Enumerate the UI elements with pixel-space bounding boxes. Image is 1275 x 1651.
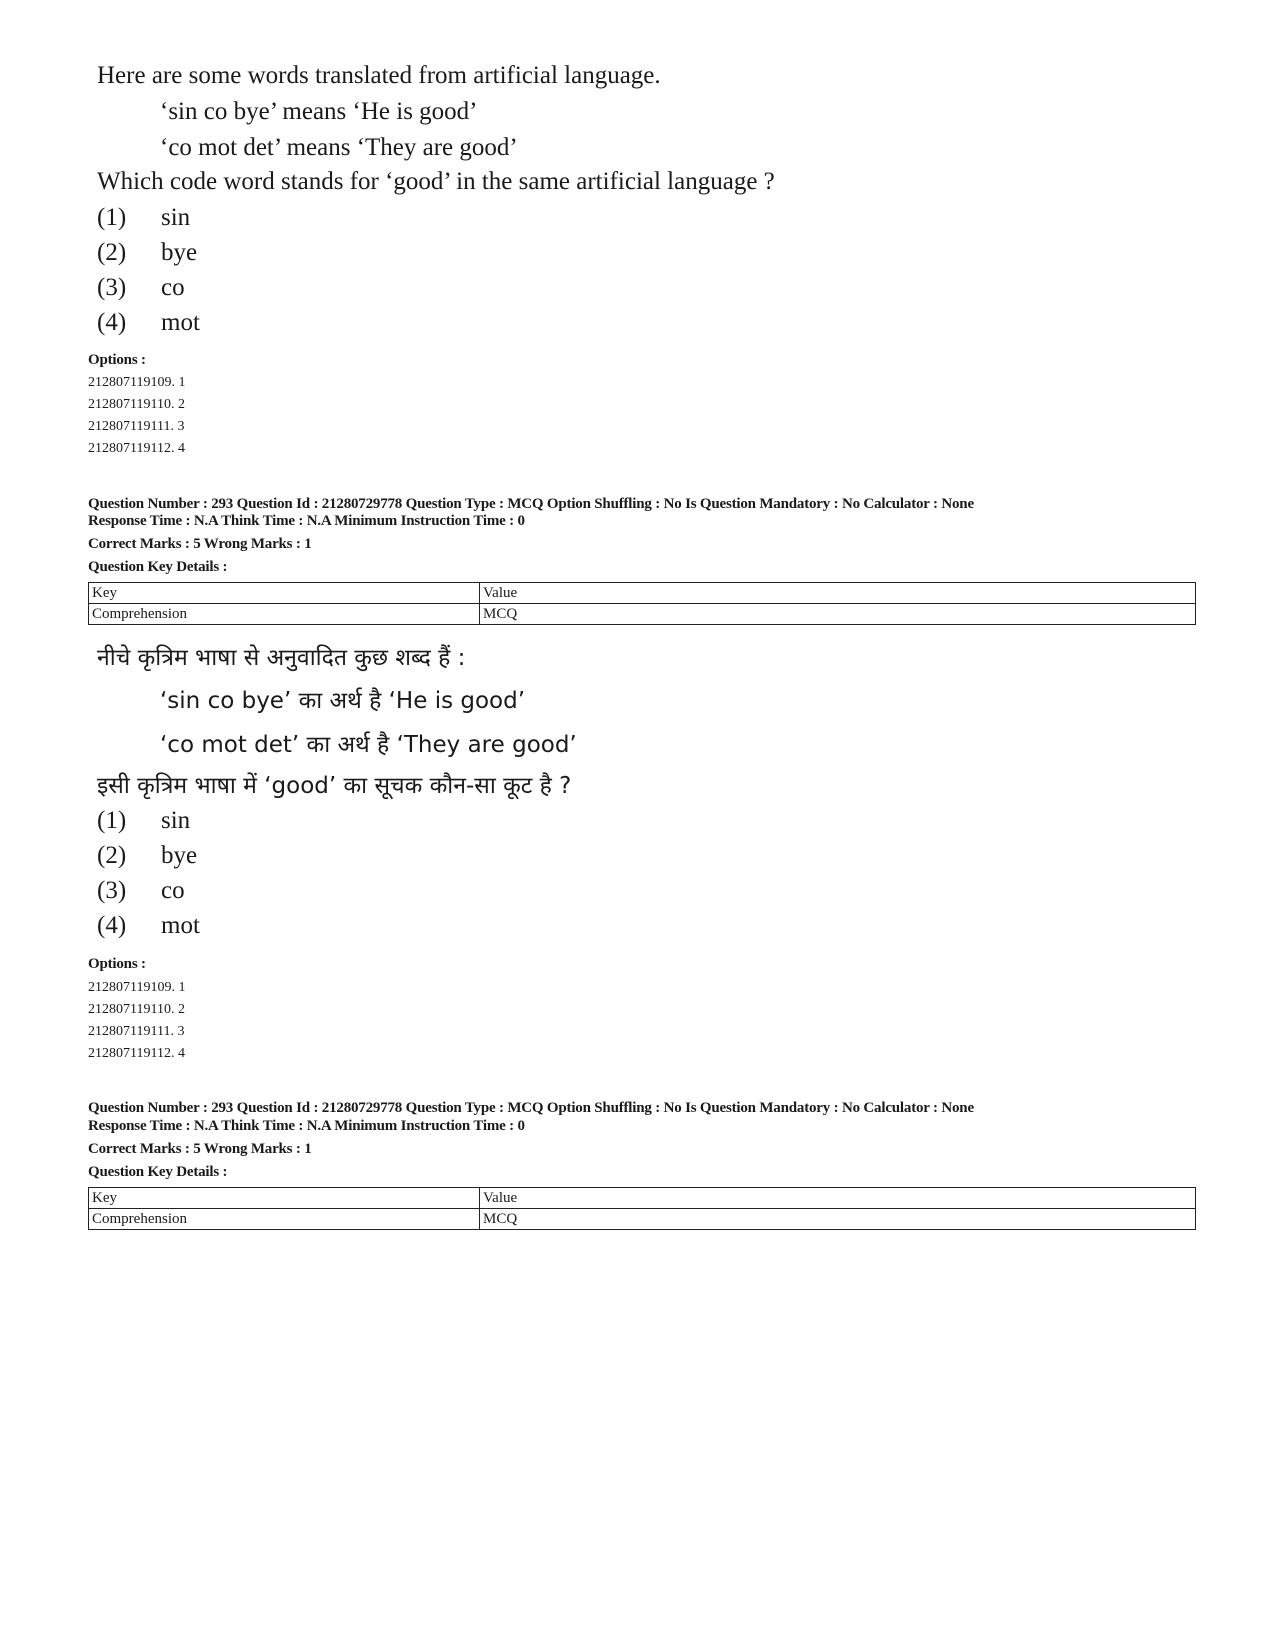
question-prompt: Which code word stands for ‘good’ in the same artificial language ? (97, 168, 775, 195)
meta-line-1: Question Number : 293 Question Id : 21280729778 Question Type : MCQ Option Shuffling : No Is Question Mandatory : No Calculator : None (88, 496, 974, 512)
option-code: 212807119110. 2 (88, 397, 185, 412)
option-number: (1) (97, 807, 127, 834)
option-code: 212807119109. 1 (88, 980, 186, 995)
table-header-row (89, 583, 1196, 604)
meta-line-2: Response Time : N.A Think Time : N.A Minimum Instruction Time : 0 (88, 1118, 525, 1134)
marks-line: Correct Marks : 5 Wrong Marks : 1 (88, 536, 312, 552)
option-code: 212807119109. 1 (88, 375, 186, 390)
option-text: co (161, 877, 185, 904)
table-header-value: Value (480, 1188, 1196, 1209)
option-text: bye (161, 239, 198, 266)
key-value-table (88, 582, 1196, 625)
question-example-1: ‘sin co bye’ का अर्थ है ‘He is good’ (160, 688, 526, 714)
table-header-key: Key (89, 583, 480, 604)
table-header-row (89, 1188, 1196, 1209)
table-header-key: Key (89, 1188, 480, 1209)
meta-line-1: Question Number : 293 Question Id : 21280729778 Question Type : MCQ Option Shuffling : No Is Question Mandatory : No Calculator : None (88, 1100, 974, 1116)
option-number: (4) (97, 912, 127, 939)
question-example-2: ‘co mot det’ का अर्थ है ‘They are good’ (160, 732, 577, 758)
key-details-label: Question Key Details : (88, 559, 228, 575)
key-details-label: Question Key Details : (88, 1164, 228, 1180)
option-2 (97, 239, 197, 267)
table-row (89, 1209, 1196, 1230)
option-number: (4) (97, 309, 127, 336)
option-number: (2) (97, 842, 127, 869)
option-text: mot (161, 309, 200, 336)
meta-line-2: Response Time : N.A Think Time : N.A Minimum Instruction Time : 0 (88, 513, 525, 529)
option-code: 212807119112. 4 (88, 441, 185, 456)
option-4 (97, 309, 200, 337)
question-example-2: ‘co mot det’ means ‘They are good’ (160, 134, 518, 161)
option-3 (97, 274, 185, 302)
options-label: Options : (88, 956, 146, 972)
table-header-value: Value (480, 583, 1196, 604)
option-text: sin (161, 807, 191, 834)
question-example-1: ‘sin co bye’ means ‘He is good’ (160, 98, 478, 125)
option-number: (3) (97, 877, 127, 904)
option-code: 212807119112. 4 (88, 1046, 185, 1061)
option-3 (97, 877, 185, 905)
table-cell-value: MCQ (480, 604, 1196, 625)
question-intro: नीचे कृत्रिम भाषा से अनुवादित कुछ शब्द हैं : (97, 645, 466, 671)
options-label: Options : (88, 352, 146, 368)
option-text: co (161, 274, 185, 301)
key-value-table (88, 1187, 1196, 1230)
table-cell-key: Comprehension (89, 604, 480, 625)
table-cell-key: Comprehension (89, 1209, 480, 1230)
option-2 (97, 842, 197, 870)
option-number: (3) (97, 274, 127, 301)
option-4 (97, 912, 200, 940)
option-1 (97, 807, 190, 835)
table-row (89, 604, 1196, 625)
option-code: 212807119110. 2 (88, 1002, 185, 1017)
marks-line: Correct Marks : 5 Wrong Marks : 1 (88, 1141, 312, 1157)
option-text: bye (161, 842, 198, 869)
option-code: 212807119111. 3 (88, 1024, 185, 1039)
option-number: (2) (97, 239, 127, 266)
option-text: sin (161, 204, 191, 231)
option-code: 212807119111. 3 (88, 419, 185, 434)
question-intro: Here are some words translated from artificial language. (97, 62, 661, 89)
question-prompt: इसी कृत्रिम भाषा में ‘good’ का सूचक कौन-सा कूट है ? (97, 773, 572, 799)
option-1 (97, 204, 190, 232)
table-cell-value: MCQ (480, 1209, 1196, 1230)
option-text: mot (161, 912, 200, 939)
option-number: (1) (97, 204, 127, 231)
